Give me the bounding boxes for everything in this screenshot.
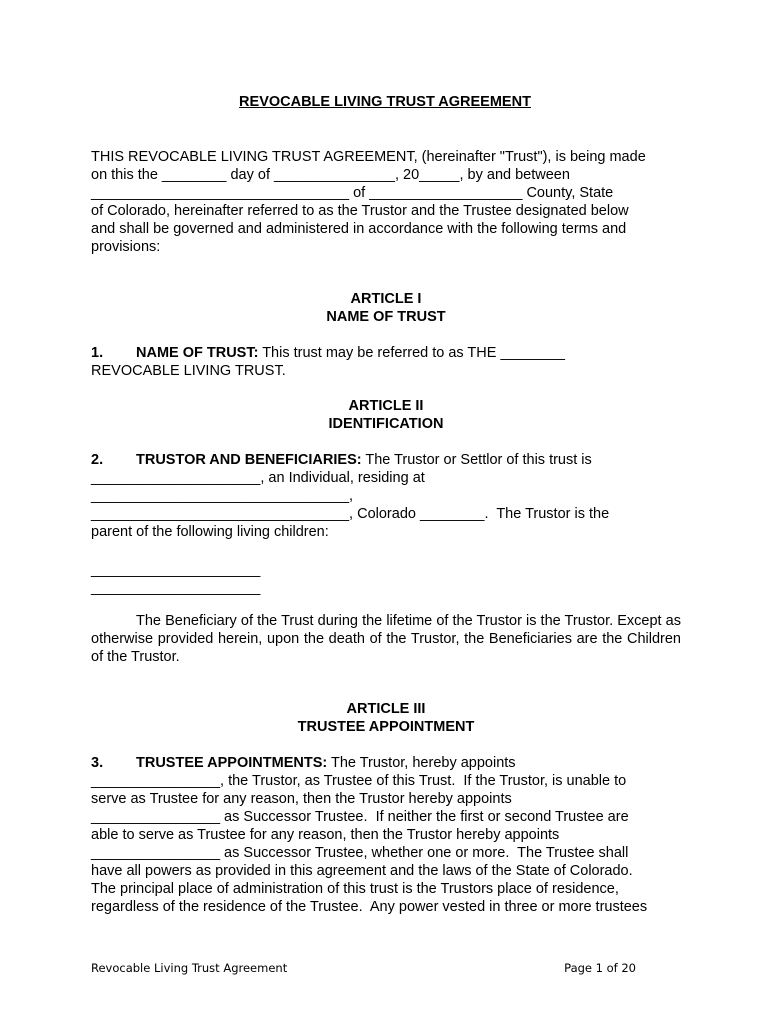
- section-label: TRUSTOR AND BENEFICIARIES:: [136, 452, 362, 468]
- section-line: parent of the following living children:: [91, 524, 329, 540]
- section-line: ________________ as Successor Trustee, whether one or more. The Trustee shall: [91, 845, 629, 861]
- child-blank: _____________________: [91, 580, 261, 596]
- article-3-heading: [91, 700, 681, 736]
- intro-line: of Colorado, hereinafter referred to as the Trustor and the Trustee designated below: [91, 203, 629, 219]
- article-2-heading: [91, 397, 681, 433]
- beneficiary-paragraph: [91, 612, 681, 666]
- document-title: REVOCABLE LIVING TRUST AGREEMENT: [239, 94, 531, 110]
- footer-page-number: Page 1 of 20: [564, 961, 636, 975]
- intro-line: on this the ________ day of _______________, 20_____, by and between: [91, 167, 570, 183]
- section-text: This trust may be referred to as THE ________: [258, 345, 565, 361]
- article-heading: ARTICLE I: [350, 291, 422, 307]
- section-line: ________________, the Trustor, as Trustee of this Trust. If the Trustor, is unable to: [91, 773, 627, 789]
- section-line: able to serve as Trustee for any reason, then the Trustor hereby appoints: [91, 827, 560, 843]
- article-1-heading: [91, 290, 681, 326]
- section-line: REVOCABLE LIVING TRUST.: [91, 363, 286, 379]
- section-line: ________________ as Successor Trustee. If neither the first or second Trustee are: [91, 809, 629, 825]
- section-3: [91, 754, 681, 916]
- section-line: _____________________, an Individual, residing at: [91, 470, 425, 486]
- intro-paragraph: [91, 148, 681, 256]
- section-number: 3.: [91, 755, 104, 771]
- article-heading: ARTICLE II: [348, 398, 424, 414]
- footer-document-name: Revocable Living Trust Agreement: [91, 961, 288, 975]
- article-subheading: IDENTIFICATION: [328, 416, 444, 432]
- children-list: [91, 561, 681, 597]
- section-label: NAME OF TRUST:: [136, 345, 259, 361]
- section-number: 2.: [91, 452, 104, 468]
- beneficiary-text: The Beneficiary of the Trust during the lifetime of the Trustor is the Trustor. Except as otherwise provided herein, upon the death of the Trustor, the Beneficiaries are the Children of the Trustor.: [91, 613, 681, 665]
- intro-line: THIS REVOCABLE LIVING TRUST AGREEMENT, (hereinafter "Trust"), is being made: [91, 149, 646, 165]
- intro-line: provisions:: [91, 239, 161, 255]
- article-subheading: TRUSTEE APPOINTMENT: [297, 719, 475, 735]
- section-text: The Trustor or Settlor of this trust is: [361, 452, 592, 468]
- intro-line: ________________________________ of ___________________ County, State: [91, 185, 614, 201]
- section-2: [91, 451, 681, 541]
- child-blank: _____________________: [91, 562, 261, 578]
- section-line: have all powers as provided in this agreement and the laws of the State of Colorado.: [91, 863, 633, 879]
- article-heading: ARTICLE III: [346, 701, 426, 717]
- section-line: ________________________________,: [91, 488, 354, 504]
- section-label: TRUSTEE APPOINTMENTS:: [136, 755, 328, 771]
- section-number: 1.: [91, 345, 104, 361]
- section-line: serve as Trustee for any reason, then the Trustor hereby appoints: [91, 791, 512, 807]
- section-text: The Trustor, hereby appoints: [327, 755, 516, 771]
- section-line: The principal place of administration of this trust is the Trustors place of residence,: [91, 881, 619, 897]
- article-subheading: NAME OF TRUST: [326, 309, 446, 325]
- section-line: ________________________________, Colorado ________. The Trustor is the: [91, 506, 610, 522]
- intro-line: and shall be governed and administered in accordance with the following terms and: [91, 221, 627, 237]
- section-1: [91, 344, 681, 380]
- section-line: regardless of the residence of the Trustee. Any power vested in three or more trustees: [91, 899, 648, 915]
